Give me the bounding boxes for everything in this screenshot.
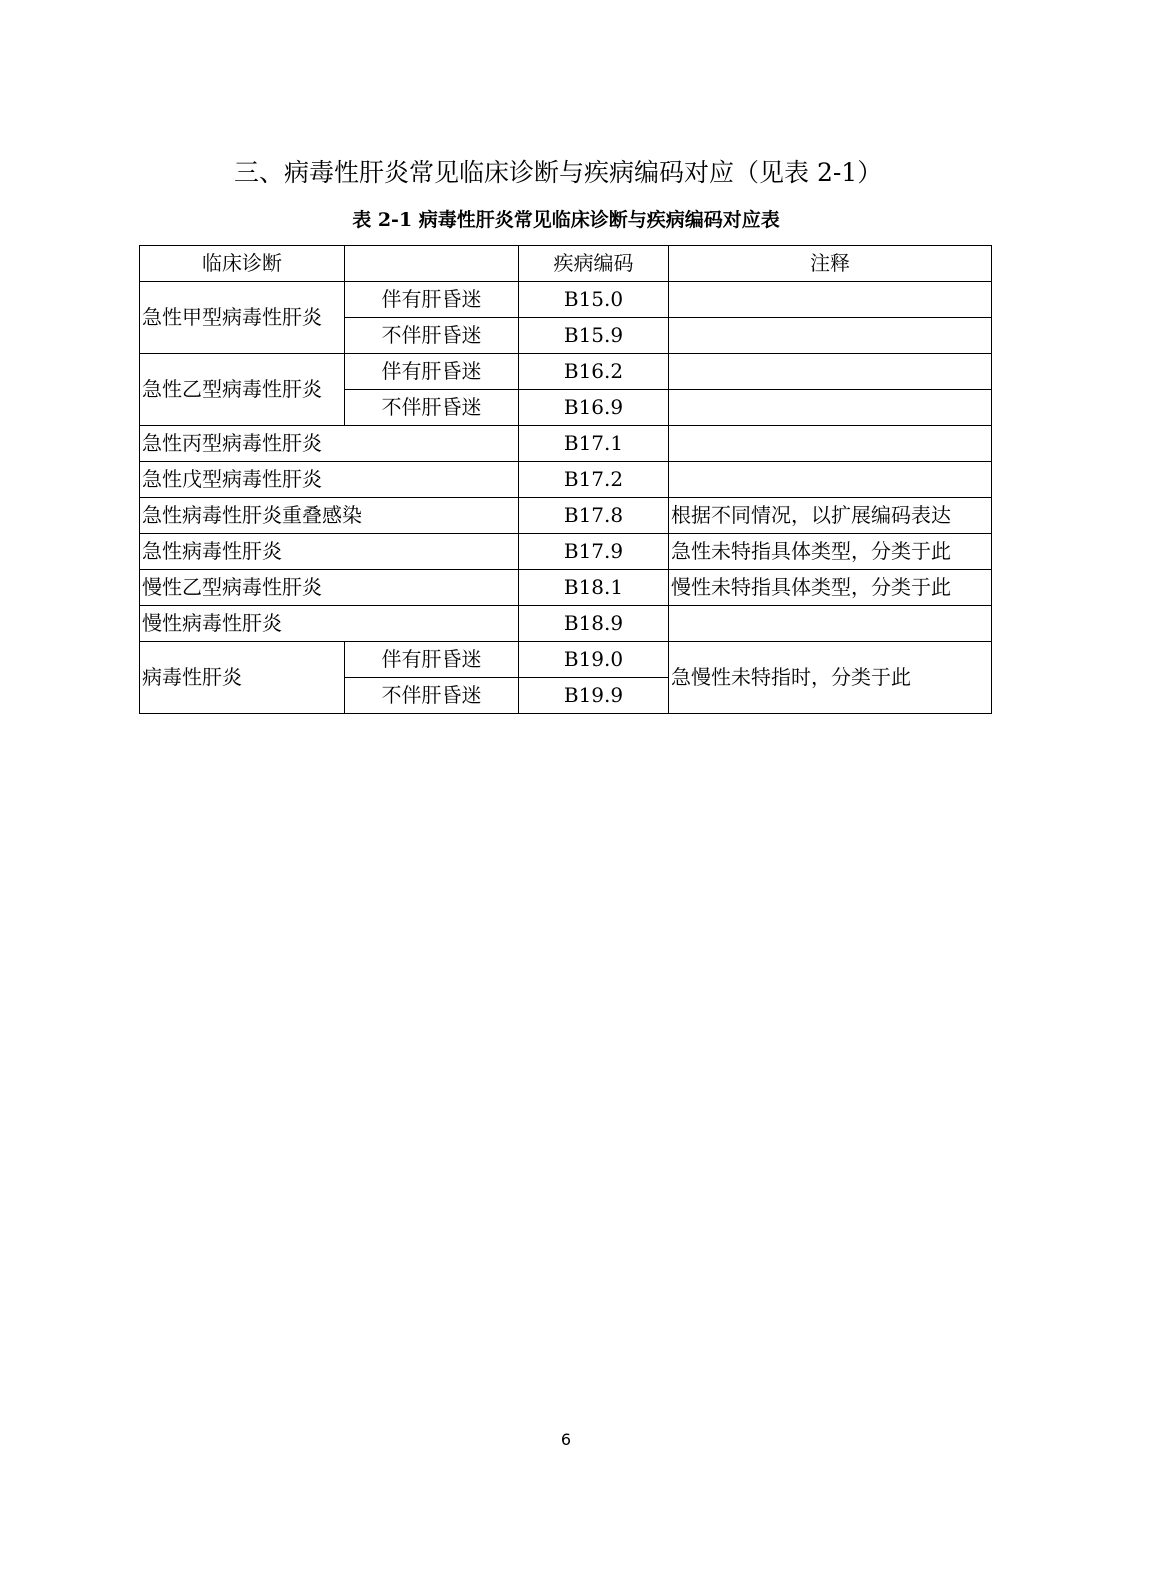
note-cell: [669, 606, 992, 642]
header-clinical-diagnosis: 临床诊断: [140, 246, 345, 282]
diagnosis-cell: 急性甲型病毒性肝炎: [140, 282, 345, 354]
header-blank: [345, 246, 519, 282]
code-cell: B15.9: [519, 318, 669, 354]
note-cell: [669, 390, 992, 426]
table-row: [140, 534, 992, 570]
note-cell: [669, 354, 992, 390]
table-header-row: [140, 246, 992, 282]
sub-condition-cell: 不伴肝昏迷: [345, 318, 519, 354]
table-row: [140, 498, 992, 534]
code-cell: B15.0: [519, 282, 669, 318]
page-number: 6: [560, 1430, 572, 1449]
code-cell: B19.0: [519, 642, 669, 678]
sub-condition-cell: 伴有肝昏迷: [345, 642, 519, 678]
header-disease-code: 疾病编码: [519, 246, 669, 282]
table-row: [140, 462, 992, 498]
code-cell: B18.1: [519, 570, 669, 606]
diagnosis-cell: 慢性乙型病毒性肝炎: [140, 570, 519, 606]
note-cell: [669, 318, 992, 354]
diagnosis-cell: 慢性病毒性肝炎: [140, 606, 519, 642]
table-row: [140, 642, 992, 678]
note-cell: [669, 462, 992, 498]
table-row: [140, 426, 992, 462]
diagnosis-cell: 急性戊型病毒性肝炎: [140, 462, 519, 498]
sub-condition-cell: 伴有肝昏迷: [345, 282, 519, 318]
code-cell: B17.2: [519, 462, 669, 498]
code-cell: B18.9: [519, 606, 669, 642]
section-heading: 三、病毒性肝炎常见临床诊断与疾病编码对应（见表 2-1）: [234, 158, 883, 187]
diagnosis-cell: 急性病毒性肝炎重叠感染: [140, 498, 519, 534]
note-cell: 慢性未特指具体类型，分类于此: [669, 570, 992, 606]
note-cell: [669, 282, 992, 318]
code-cell: B16.9: [519, 390, 669, 426]
diagnosis-cell: 急性病毒性肝炎: [140, 534, 519, 570]
header-note: 注释: [669, 246, 992, 282]
note-cell: 急性未特指具体类型，分类于此: [669, 534, 992, 570]
diagnosis-cell: 急性丙型病毒性肝炎: [140, 426, 519, 462]
code-cell: B17.9: [519, 534, 669, 570]
note-cell: [669, 426, 992, 462]
table-caption: 表 2-1 病毒性肝炎常见临床诊断与疾病编码对应表: [352, 209, 780, 231]
disease-code-table: [139, 245, 992, 714]
sub-condition-cell: 不伴肝昏迷: [345, 390, 519, 426]
diagnosis-cell: 急性乙型病毒性肝炎: [140, 354, 345, 426]
table-row: [140, 606, 992, 642]
note-cell: 急慢性未特指时，分类于此: [669, 642, 992, 714]
table-row: [140, 354, 992, 390]
table-row: [140, 282, 992, 318]
table-row: [140, 570, 992, 606]
code-cell: B17.8: [519, 498, 669, 534]
code-cell: B17.1: [519, 426, 669, 462]
sub-condition-cell: 不伴肝昏迷: [345, 678, 519, 714]
note-cell: 根据不同情况，以扩展编码表达: [669, 498, 992, 534]
sub-condition-cell: 伴有肝昏迷: [345, 354, 519, 390]
diagnosis-cell: 病毒性肝炎: [140, 642, 345, 714]
code-cell: B19.9: [519, 678, 669, 714]
code-cell: B16.2: [519, 354, 669, 390]
